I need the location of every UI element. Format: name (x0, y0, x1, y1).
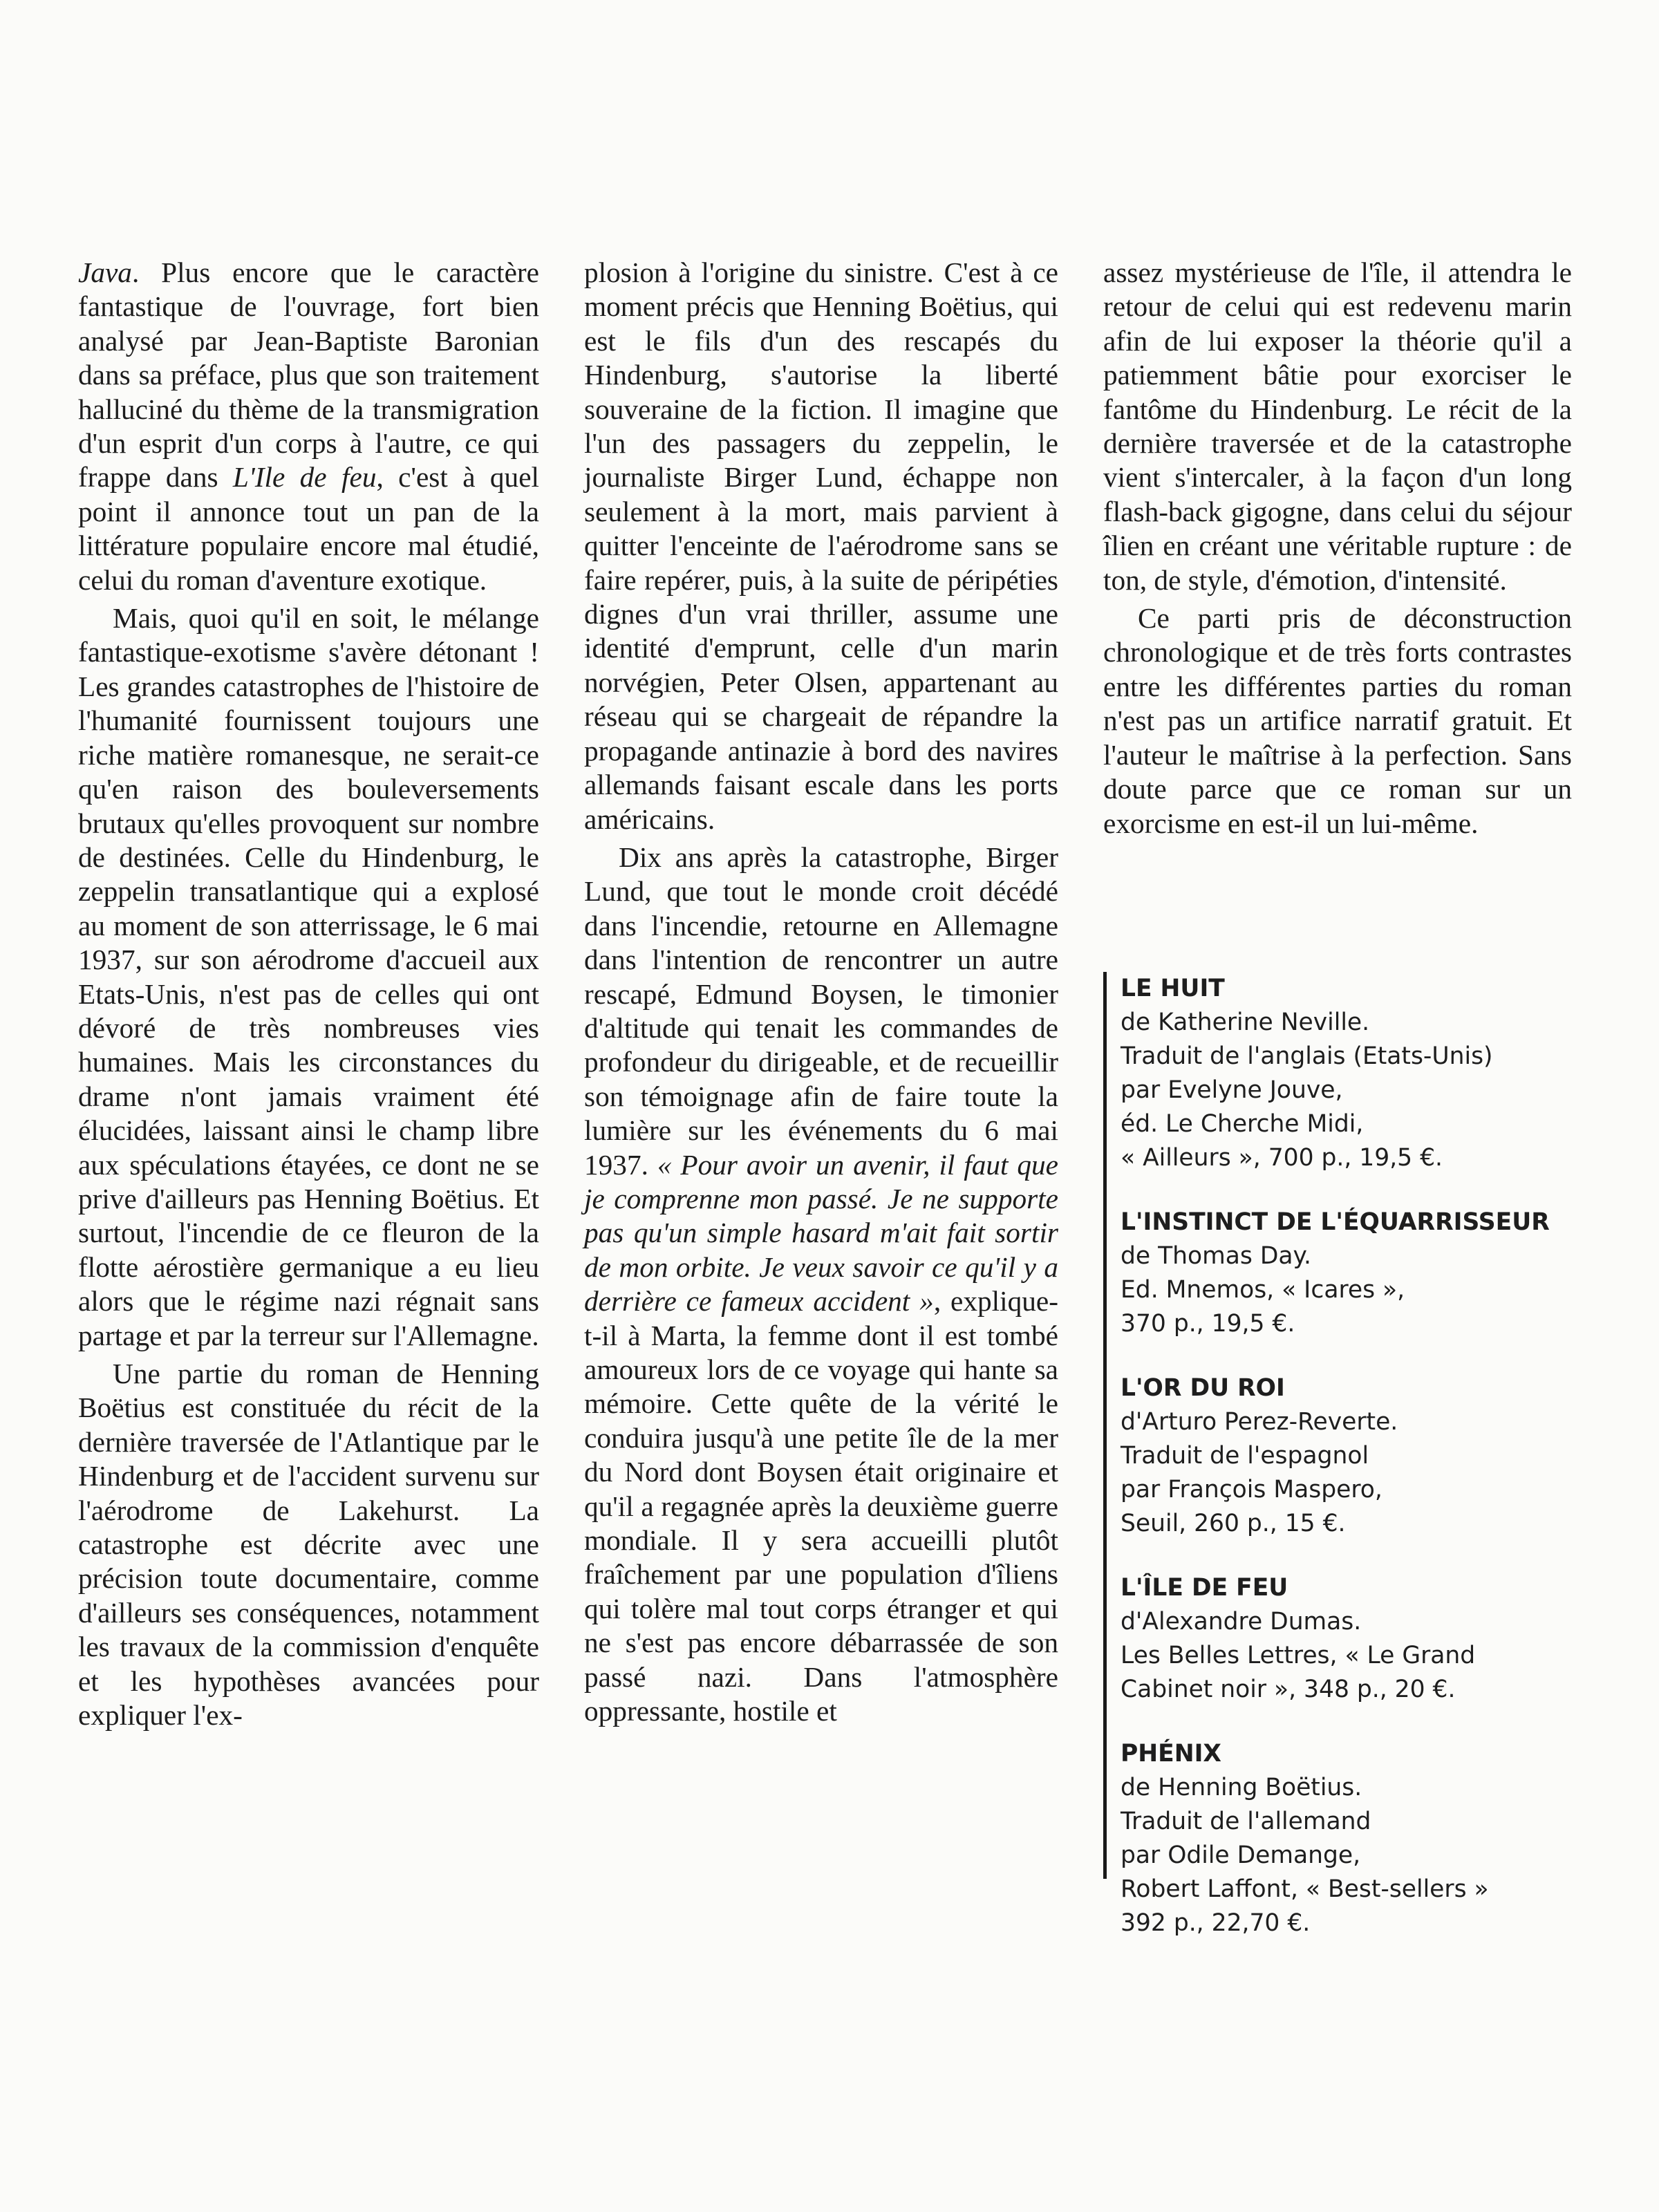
book-info-line: d'Arturo Perez-Reverte. (1121, 1408, 1398, 1436)
book-info-line: par Odile Demange, (1121, 1841, 1361, 1869)
article-column-3 (1103, 256, 1572, 845)
bibliography-sidebar (1103, 972, 1584, 1937)
book-info-line: Ed. Mnemos, « Icares », (1121, 1276, 1405, 1304)
quote-italic: « Pour avoir un avenir, il faut que je comprenne mon passé. Je ne supporte pas qu'un simple hasard m'ait fait sortir de mon orbite. Je veux savoir ce qu'il y a derrière ce fameux accident » (584, 1148, 1059, 1318)
book-info-line: 392 p., 22,70 €. (1121, 1909, 1311, 1937)
book-title: PHÉNIX (1121, 1740, 1222, 1768)
book-entry (1107, 1737, 1584, 1940)
book-info-line: Robert Laffont, « Best-sellers » (1121, 1875, 1489, 1903)
book-title: LE HUIT (1121, 975, 1225, 1002)
book-info-line: de Thomas Day. (1121, 1242, 1311, 1270)
book-info-line: de Katherine Neville. (1121, 1009, 1370, 1036)
book-info-line: 370 p., 19,5 €. (1121, 1310, 1295, 1338)
book-title: L'INSTINCT DE L'ÉQUARRISSEUR (1121, 1208, 1550, 1236)
book-title: L'ÎLE DE FEU (1121, 1574, 1288, 1602)
book-info-line: Traduit de l'anglais (Etats-Unis) (1121, 1042, 1493, 1070)
book-entry (1107, 1371, 1584, 1541)
book-info-line: Traduit de l'espagnol (1121, 1442, 1369, 1470)
paragraph: plosion à l'origine du sinistre. C'est à ce moment précis que Henning Boëtius, qui est le fils d'un des rescapés du Hindenburg, s'autorise la liberté souveraine de la fiction. Il imagine que l'un des passagers du zeppelin, le journaliste Birger Lund, échappe non seulement à la mort, mais parvient à quitter l'enceinte de l'aérodrome sans se faire repérer, puis, à la suite de péripéties dignes d'un vrai thriller, assume une identité d'emprunt, celle d'un marin norvégien, Peter Olsen, appartenant au réseau qui se chargeait de répandre la propagande antinazie à bord des navires allemands faisant escale dans les ports américains. (584, 256, 1058, 835)
book-info-line: par Evelyne Jouve, (1121, 1076, 1343, 1104)
book-title-italic: L'Ile de feu (232, 461, 377, 494)
article-column-2 (584, 256, 1058, 1732)
book-entry (1107, 1206, 1584, 1341)
text-run: , c'est à quel point il annonce tout un pan de la littérature populaire encore mal étudié, celui du roman d'aventure exotique. (78, 461, 540, 596)
paragraph: Mais, quoi qu'il en soit, le mélange fantastique-exotisme s'avère détonant ! Les grandes catastrophes de l'histoire de l'humanité fournissent toujours une riche matière romanesque, ne serait-ce qu'en raison des bouleversements brutaux qu'elles provoquent sur nombre de destinées. Celle du Hindenburg, le zeppelin transatlantique qui a explosé au moment de son atterrissage, le 6 mai 1937, sur son aérodrome d'accueil aux Etats-Unis, n'est pas de celles qui ont dévoré de très nombreuses vies humaines. Mais les circonstances du drame n'ont jamais vraiment été élucidées, laissant ainsi le champ libre aux spéculations étayées, ce dont ne se prive d'ailleurs pas Henning Boëtius. Et surtout, l'incendie de ce fleuron de la flotte aérostière germanique a eu lieu alors que le régime nazi régnait sans partage et par la terreur sur l'Allemagne. (78, 602, 539, 1351)
book-info-line: Seuil, 260 p., 15 €. (1121, 1510, 1346, 1537)
book-info-line: Traduit de l'allemand (1121, 1808, 1371, 1835)
book-info-line: de Henning Boëtius. (1121, 1774, 1362, 1801)
book-entry (1107, 1571, 1584, 1707)
book-info-line: éd. Le Cherche Midi, (1121, 1110, 1364, 1138)
book-info-line: « Ailleurs », 700 p., 19,5 €. (1121, 1144, 1443, 1172)
text-run: , explique-t-il à Marta, la femme dont il est tombé amoureux lors de ce voyage qui hante sa mémoire. Cette quête de la vérité le conduira jusqu'à une petite île de la mer du Nord dont Boysen était originaire et qu'il a regagnée après la deuxième guerre mondiale. Il y sera accueilli plutôt fraîchement par une population d'îliens qui tolère mal tout corps étranger et qui ne s'est pas encore débarrassée de son passé nazi. Dans l'atmosphère oppressante, hostile et (584, 1285, 1059, 1727)
book-title: L'OR DU ROI (1121, 1374, 1285, 1402)
paragraph (584, 841, 1058, 1729)
book-info-line: par François Maspero, (1121, 1476, 1382, 1503)
book-title-italic: Java (78, 256, 132, 288)
paragraph (78, 256, 539, 597)
paragraph: Ce parti pris de déconstruction chronologique et de très forts contrastes entre les différentes parties du roman n'est pas un artifice narratif gratuit. Et l'auteur le maîtrise à la perfection. Sans doute parce que ce roman sur un exorcisme en est-il un lui-même. (1103, 602, 1572, 839)
paragraph: assez mystérieuse de l'île, il attendra le retour de celui qui est redevenu marin afin de lui exposer la théorie qu'il a patiemment bâtie pour exorciser le fantôme du Hindenburg. Le récit de la dernière traversée et de la catastrophe vient s'intercaler, à la façon d'un long flash-back gigogne, dans celui du séjour îlien en créant une véritable rupture : de ton, de style, d'émotion, d'intensité. (1103, 256, 1572, 596)
article-column-1 (78, 256, 539, 1736)
text-run: . Plus encore que le caractère fantastique de l'ouvrage, fort bien analysé par Jean-Baptiste Baronian dans sa préface, plus que son traitement halluciné du thème de la transmigration d'un esprit d'un corps à l'autre, ce qui frappe dans (78, 256, 539, 494)
book-info-line: Cabinet noir », 348 p., 20 €. (1121, 1676, 1456, 1703)
paragraph: Une partie du roman de Henning Boëtius est constituée du récit de la dernière traversée de l'Atlantique par le Hindenburg et de l'accident survenu sur l'aérodrome de Lakehurst. La catastrophe est décrite avec une précision toute documentaire, comme d'ailleurs ses conséquences, notamment les travaux de la commission d'enquête et les hypothèses avancées pour expliquer l'ex- (78, 1358, 539, 1732)
text-run: Dix ans après la catastrophe, Birger Lund, que tout le monde croit décédé dans l'incendie, retourne en Allemagne dans l'intention de rencontrer un autre rescapé, Edmund Boysen, le timonier d'altitude qui tenait les commandes de profondeur du dirigeable, et de recueillir son témoignage afin de faire toute la lumière sur les événements du 6 mai 1937. (584, 841, 1058, 1181)
book-entry (1107, 972, 1584, 1175)
book-info-line: Les Belles Lettres, « Le Grand (1121, 1642, 1476, 1669)
book-info-line: d'Alexandre Dumas. (1121, 1608, 1362, 1635)
